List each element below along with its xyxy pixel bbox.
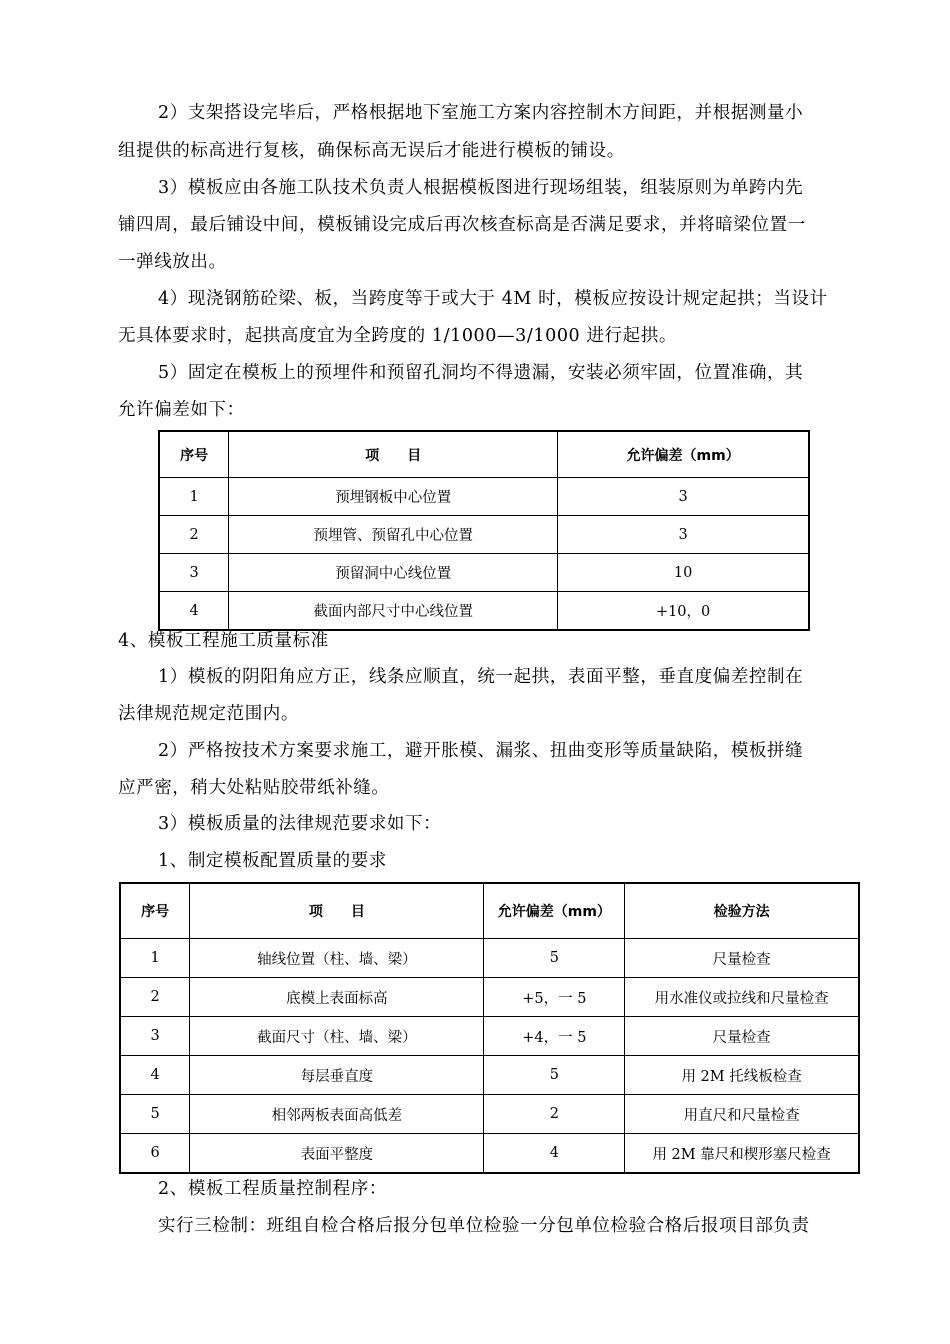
- paragraph-line: 3）模板质量的法律规范要求如下：: [158, 814, 442, 834]
- paragraph-line: 实行三检制：班组自检合格后报分包单位检验一分包单位检验合格后报项目部负责: [158, 1216, 810, 1236]
- paragraph-line: 一弹线放出。: [118, 252, 227, 272]
- table-header-row: [120, 883, 859, 939]
- paragraph-line: 2）支架搭设完毕后，严格根据地下室施工方案内容控制木方间距，并根据测量小: [158, 103, 804, 123]
- cell-index: 4: [120, 1056, 190, 1095]
- cell-index: 4: [159, 592, 229, 631]
- table-row: [159, 554, 809, 592]
- cell-item: 轴线位置（柱、墙、梁）: [190, 939, 484, 978]
- table-row: [159, 516, 809, 554]
- table-row: [120, 1017, 859, 1056]
- cell-index: 6: [120, 1134, 190, 1174]
- cell-tolerance: +5，一 5: [484, 978, 625, 1017]
- table-row: [120, 939, 859, 978]
- cell-method: 尺量检查: [625, 939, 859, 978]
- cell-method: 尺量检查: [625, 1017, 859, 1056]
- paragraph-line: 允许偏差如下：: [118, 400, 245, 420]
- subsection-heading: 1、制定模板配置质量的要求: [158, 851, 387, 871]
- cell-item: 截面尺寸（柱、墙、梁）: [190, 1017, 484, 1056]
- cell-tolerance: 5: [484, 939, 625, 978]
- formwork-quality-table: [119, 882, 860, 1174]
- cell-item: 预埋钢板中心位置: [229, 478, 558, 516]
- paragraph-line: 应严密，稍大处粘贴胶带纸补缝。: [118, 778, 390, 798]
- cell-item: 每层垂直度: [190, 1056, 484, 1095]
- paragraph-line: 5）固定在模板上的预埋件和预留孔洞均不得遗漏，安装必须牢固，位置准确，其: [158, 363, 804, 383]
- cell-tolerance: 10: [558, 554, 809, 592]
- cell-tolerance: 4: [484, 1134, 625, 1174]
- header-method: 检验方法: [625, 883, 859, 939]
- paragraph-line: 1）模板的阴阳角应方正，线条应顺直，统一起拱，表面平整，垂直度偏差控制在: [158, 667, 804, 687]
- paragraph-line: 法律规范规定范围内。: [118, 704, 299, 724]
- header-item: 项 目: [190, 883, 484, 939]
- cell-index: 2: [159, 516, 229, 554]
- header-index: 序号: [120, 883, 190, 939]
- header-index: 序号: [159, 431, 229, 478]
- cell-method: 用水准仪或拉线和尺量检查: [625, 978, 859, 1017]
- table-header-row: [159, 431, 809, 478]
- header-tolerance: 允许偏差（mm）: [558, 431, 809, 478]
- cell-item: 相邻两板表面高低差: [190, 1095, 484, 1134]
- section-heading: 4、模板工程施工质量标准: [118, 631, 329, 651]
- cell-item: 表面平整度: [190, 1134, 484, 1174]
- header-item: 项 目: [229, 431, 558, 478]
- cell-method: 用 2M 靠尺和楔形塞尺检查: [625, 1134, 859, 1174]
- table-row: [120, 1095, 859, 1134]
- cell-index: 2: [120, 978, 190, 1017]
- cell-tolerance: 5: [484, 1056, 625, 1095]
- cell-tolerance: +4，一 5: [484, 1017, 625, 1056]
- cell-index: 1: [120, 939, 190, 978]
- cell-tolerance: 3: [558, 516, 809, 554]
- cell-item: 底模上表面标高: [190, 978, 484, 1017]
- cell-item: 预留洞中心线位置: [229, 554, 558, 592]
- cell-tolerance: +10，0: [558, 592, 809, 631]
- cell-index: 3: [120, 1017, 190, 1056]
- paragraph-line: 无具体要求时，起拱高度宜为全跨度的 1/1000—3/1000 进行起拱。: [118, 326, 677, 346]
- table-row: [159, 478, 809, 516]
- header-tolerance: 允许偏差（mm）: [484, 883, 625, 939]
- cell-tolerance: 3: [558, 478, 809, 516]
- table-row: [120, 1134, 859, 1174]
- table-row: [159, 592, 809, 631]
- cell-method: 用直尺和尺量检查: [625, 1095, 859, 1134]
- cell-tolerance: 2: [484, 1095, 625, 1134]
- subsection-heading: 2、模板工程质量控制程序：: [158, 1179, 387, 1199]
- paragraph-line: 铺四周，最后铺设中间，模板铺设完成后再次核查标高是否满足要求，并将暗梁位置一: [118, 215, 806, 235]
- table-row: [120, 978, 859, 1017]
- cell-index: 1: [159, 478, 229, 516]
- embedded-parts-tolerance-table: [158, 430, 810, 631]
- paragraph-line: 组提供的标高进行复核，确保标高无误后才能进行模板的铺设。: [118, 141, 625, 161]
- cell-method: 用 2M 托线板检查: [625, 1056, 859, 1095]
- table-row: [120, 1056, 859, 1095]
- cell-index: 5: [120, 1095, 190, 1134]
- paragraph-line: 3）模板应由各施工队技术负责人根据模板图进行现场组装，组装原则为单跨内先: [158, 178, 804, 198]
- paragraph-line: 2）严格按技术方案要求施工，避开胀模、漏浆、扭曲变形等质量缺陷，模板拼缝: [158, 741, 804, 761]
- cell-item: 预埋管、预留孔中心位置: [229, 516, 558, 554]
- cell-item: 截面内部尺寸中心线位置: [229, 592, 558, 631]
- cell-index: 3: [159, 554, 229, 592]
- paragraph-line: 4）现浇钢筋砼梁、板，当跨度等于或大于 4M 时，模板应按设计规定起拱；当设计: [158, 289, 828, 309]
